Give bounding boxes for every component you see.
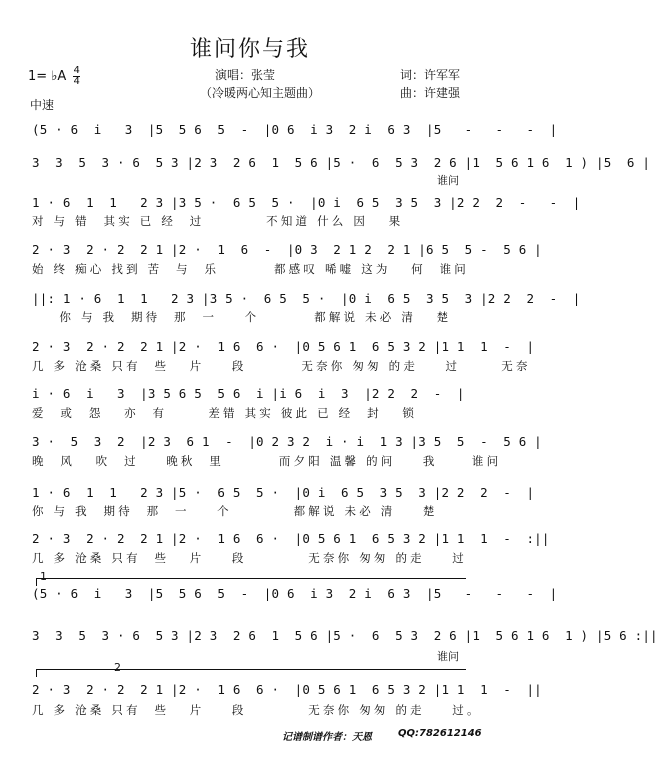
volta-2-number: 2 [114, 661, 121, 674]
system-5-lyrics: 你 与 我 期待 那 一 个 都解说 未必 清 楚 [32, 310, 452, 324]
time-signature-top: 4 [73, 65, 80, 76]
key-signature [28, 66, 80, 87]
singer-credit: 演唱：张莹 [215, 68, 276, 82]
system-13-lyrics: 几 多 沧桑 只有 些 片 段 无奈你 匆匆 的走 过。 [32, 703, 482, 717]
system-9-notes: 1 · 6 1 1 2 3 |5 · 6 5 5 · |0 i 6 5 3 5 3 |2 2 2 - | [32, 485, 535, 500]
system-6-notes: 2 · 3 2 · 2 2 1 |2 · 1 6 6 · |0 5 6 1 6 5 3 2 |1 1 1 - | [32, 339, 535, 354]
system-7-notes: i · 6 i 3 |3 5 6 5 5 6 i |i 6 i 3 |2 2 2 - | [32, 386, 465, 401]
system-2-notes: 3 3 5 3 · 6 5 3 |2 3 2 6 1 5 6 |5 · 6 5 3 2 6 |1 5 6 1 6 1 ) |5 6 | [32, 155, 651, 170]
system-10-lyrics: 几 多 沧桑 只有 些 片 段 无奈你 匆匆 的走 过 [32, 551, 467, 565]
volta-1-number: 1 [40, 570, 47, 583]
system-8-notes: 3 · 5 3 2 |2 3 6 1 - |0 2 3 2 i · i 1 3 |3 5 5 - 5 6 | [32, 434, 542, 449]
composer-credit: 曲：许建强 [400, 86, 461, 100]
system-11-notes: (5 · 6 i 3 |5 5 6 5 - |0 6 i 3 2 i 6 3 |5 - - - | [32, 586, 558, 601]
system-2-lyric-tail: 谁问 [437, 174, 459, 187]
system-6-lyrics: 几 多 沧桑 只有 些 片 段 无奈你 匆匆 的走 过 无奈 [32, 359, 531, 373]
tempo-marking: 中速 [30, 98, 55, 112]
system-13-notes: 2 · 3 2 · 2 2 1 |2 · 1 6 6 · |0 5 6 1 6 5 3 2 |1 1 1 - || [32, 682, 542, 697]
system-8-lyrics: 晚 风 吹 过 晚秋 里 而夕阳 温馨 的问 我 谁问 [32, 454, 502, 468]
system-12-notes: 3 3 5 3 · 6 5 3 |2 3 2 6 1 5 6 |5 · 6 5 3 2 6 |1 5 6 1 6 1 ) |5 6 :|| [32, 628, 658, 643]
system-10-notes: 2 · 3 2 · 2 2 1 |2 · 1 6 6 · |0 5 6 1 6 5 3 2 |1 1 1 - :|| [32, 531, 550, 546]
song-title: 谁问你与我 [189, 37, 310, 62]
contact-qq: QQ:782612146 [398, 728, 482, 739]
key-text: 1= ♭A [28, 69, 67, 84]
time-signature [73, 66, 79, 87]
system-3-lyrics: 对 与 错 其实 已 经 过 不知道 什么 因 果 [32, 214, 404, 228]
transcriber-credit: 记谱制谱作者：天恩 [282, 732, 372, 743]
time-signature-bottom: 4 [73, 76, 80, 87]
system-4-notes: 2 · 3 2 · 2 2 1 |2 · 1 6 - |0 3 2 1 2 2 1 |6 5 5 - 5 6 | [32, 242, 542, 257]
system-1-notes: (5 · 6 i 3 |5 5 6 5 - |0 6 i 3 2 i 6 3 |5 - - - | [32, 122, 558, 137]
song-subtitle: （冷暖两心知主题曲） [200, 86, 321, 100]
volta-2-left-tick [36, 669, 37, 677]
volta-1-bracket [36, 578, 466, 579]
system-5-notes: ||: 1 · 6 1 1 2 3 |3 5 · 6 5 5 · |0 i 6 5 3 5 3 |2 2 2 - | [32, 291, 581, 306]
volta-1-left-tick [36, 578, 37, 586]
lyricist-credit: 词：许军军 [400, 68, 461, 82]
system-12-lyric-tail: 谁问 [437, 650, 459, 663]
volta-2-bracket [36, 669, 466, 670]
system-9-lyrics: 你 与 我 期待 那 一 个 都解说 未必 清 楚 [32, 504, 438, 518]
system-4-lyrics: 始 终 痴心 找到 苦 与 乐 都感叹 唏嘘 这为 何 谁问 [32, 262, 469, 276]
system-7-lyrics: 爱 或 怨 亦 有 差错 其实 彼此 已 经 封 锁 [32, 406, 418, 420]
system-3-notes: 1 · 6 1 1 2 3 |3 5 · 6 5 5 · |0 i 6 5 3 5 3 |2 2 2 - - | [32, 195, 581, 210]
